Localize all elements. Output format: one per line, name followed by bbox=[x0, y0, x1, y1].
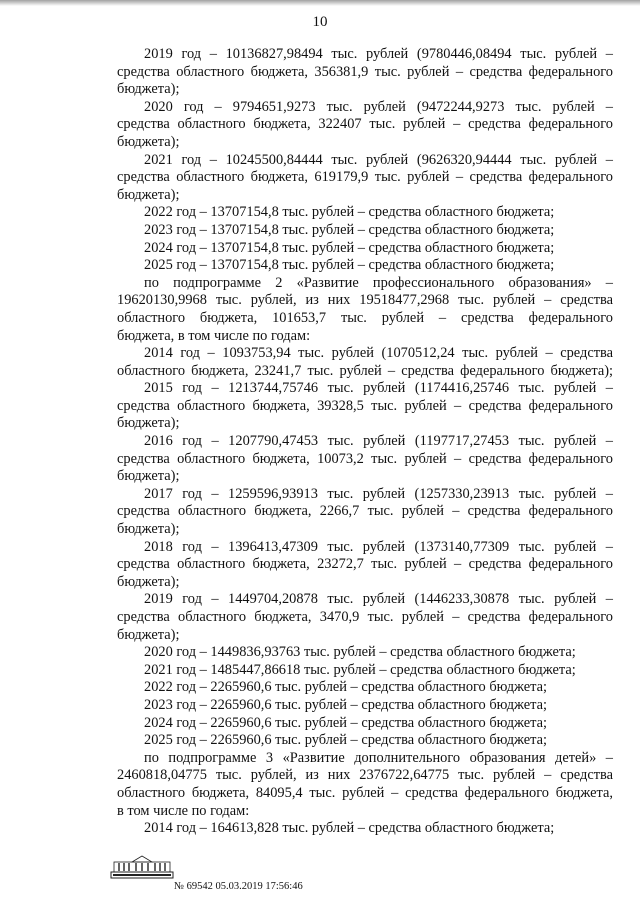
text-line: бюджета); bbox=[117, 415, 180, 432]
text-line: средства областного бюджета, 10073,2 тыс. рублей – средства федерального bbox=[117, 450, 613, 467]
text-line: средства областного бюджета, 356381,9 тыс. рублей – средства федерального bbox=[117, 63, 613, 80]
text-line: областного бюджета, 84095,4 тыс. рублей – средства федерального бюджета, bbox=[117, 784, 613, 801]
text-line: 2023 год – 2265960,6 тыс. рублей – средства областного бюджета; bbox=[144, 696, 548, 713]
page-number: 10 bbox=[312, 14, 328, 30]
text-line: областного бюджета, 23241,7 тыс. рублей – средства федерального бюджета); bbox=[117, 362, 613, 379]
text-line: средства областного бюджета, 322407 тыс. рублей – средства федерального bbox=[117, 116, 613, 133]
government-building-stamp-icon bbox=[110, 854, 174, 880]
text-line: по подпрограмме 2 «Развитие профессионального образования» – bbox=[144, 274, 613, 291]
text-line: в том числе по годам: bbox=[117, 802, 250, 819]
text-line: бюджета); bbox=[117, 521, 180, 538]
text-line: бюджета, в том числе по годам: bbox=[117, 327, 311, 344]
text-line: 2021 год – 10245500,84444 тыс. рублей (9626320,94444 тыс. рублей – bbox=[144, 151, 613, 168]
text-line: бюджета); bbox=[117, 573, 180, 590]
document-footer bbox=[110, 854, 370, 894]
text-line: 2024 год – 13707154,8 тыс. рублей – средства областного бюджета; bbox=[144, 239, 555, 256]
scan-top-edge bbox=[0, 0, 640, 6]
text-line: 2016 год – 1207790,47453 тыс. рублей (1197717,27453 тыс. рублей – bbox=[144, 433, 613, 450]
document-body bbox=[117, 46, 613, 838]
text-line: 2019 год – 10136827,98494 тыс. рублей (9780446,08494 тыс. рублей – bbox=[144, 46, 613, 62]
text-line: 19620130,9968 тыс. рублей, из них 19518477,2968 тыс. рублей – средства bbox=[117, 292, 613, 309]
text-line: 2014 год – 164613,828 тыс. рублей – средства областного бюджета; bbox=[144, 820, 555, 837]
text-line: 2015 год – 1213744,75746 тыс. рублей (1174416,25746 тыс. рублей – bbox=[144, 380, 613, 397]
text-line: 2022 год – 2265960,6 тыс. рублей – средства областного бюджета; bbox=[144, 679, 548, 696]
text-line: 2014 год – 1093753,94 тыс. рублей (1070512,24 тыс. рублей – средства bbox=[144, 345, 613, 362]
text-line: средства областного бюджета, 39328,5 тыс. рублей – средства федерального bbox=[117, 397, 613, 414]
text-line: 2019 год – 1449704,20878 тыс. рублей (1446233,30878 тыс. рублей – bbox=[144, 591, 613, 608]
text-line: 2025 год – 13707154,8 тыс. рублей – средства областного бюджета; bbox=[144, 257, 555, 274]
text-line: 2022 год – 13707154,8 тыс. рублей – средства областного бюджета; bbox=[144, 204, 555, 221]
text-line: бюджета); bbox=[117, 81, 180, 98]
text-line: 2020 год – 1449836,93763 тыс. рублей – средства областного бюджета; bbox=[144, 644, 576, 661]
text-line: по подпрограмме 3 «Развитие дополнительного образования детей» – bbox=[144, 749, 613, 766]
text-line: бюджета); bbox=[117, 186, 180, 203]
text-line: средства областного бюджета, 619179,9 тыс. рублей – средства федерального bbox=[117, 169, 613, 186]
text-line: средства областного бюджета, 3470,9 тыс. рублей – средства федерального bbox=[117, 609, 613, 625]
text-line: 2025 год – 2265960,6 тыс. рублей – средства областного бюджета; bbox=[144, 732, 548, 749]
text-line: 2021 год – 1485447,86618 тыс. рублей – средства областного бюджета; bbox=[144, 661, 576, 678]
text-line: бюджета); bbox=[117, 133, 180, 150]
text-line: 2024 год – 2265960,6 тыс. рублей – средства областного бюджета; bbox=[144, 714, 548, 731]
text-line: 2020 год – 9794651,9273 тыс. рублей (9472244,9273 тыс. рублей – bbox=[144, 98, 613, 115]
text-line: 2018 год – 1396413,47309 тыс. рублей (1373140,77309 тыс. рублей – bbox=[144, 538, 613, 555]
text-line: 2460818,04775 тыс. рублей, из них 2376722,64775 тыс. рублей – средства bbox=[117, 767, 613, 784]
text-line: 2023 год – 13707154,8 тыс. рублей – средства областного бюджета; bbox=[144, 221, 555, 238]
text-line: бюджета); bbox=[117, 468, 180, 485]
text-line: средства областного бюджета, 2266,7 тыс. рублей – средства федерального bbox=[117, 503, 613, 520]
registration-stamp-text: № 69542 05.03.2019 17:56:46 bbox=[174, 881, 303, 892]
text-line: 2017 год – 1259596,93913 тыс. рублей (1257330,23913 тыс. рублей – bbox=[144, 485, 613, 502]
text-line: областного бюджета, 101653,7 тыс. рублей – средства федерального bbox=[117, 309, 613, 326]
text-line: бюджета); bbox=[117, 626, 180, 643]
text-line: средства областного бюджета, 23272,7 тыс. рублей – средства федерального bbox=[117, 556, 613, 573]
